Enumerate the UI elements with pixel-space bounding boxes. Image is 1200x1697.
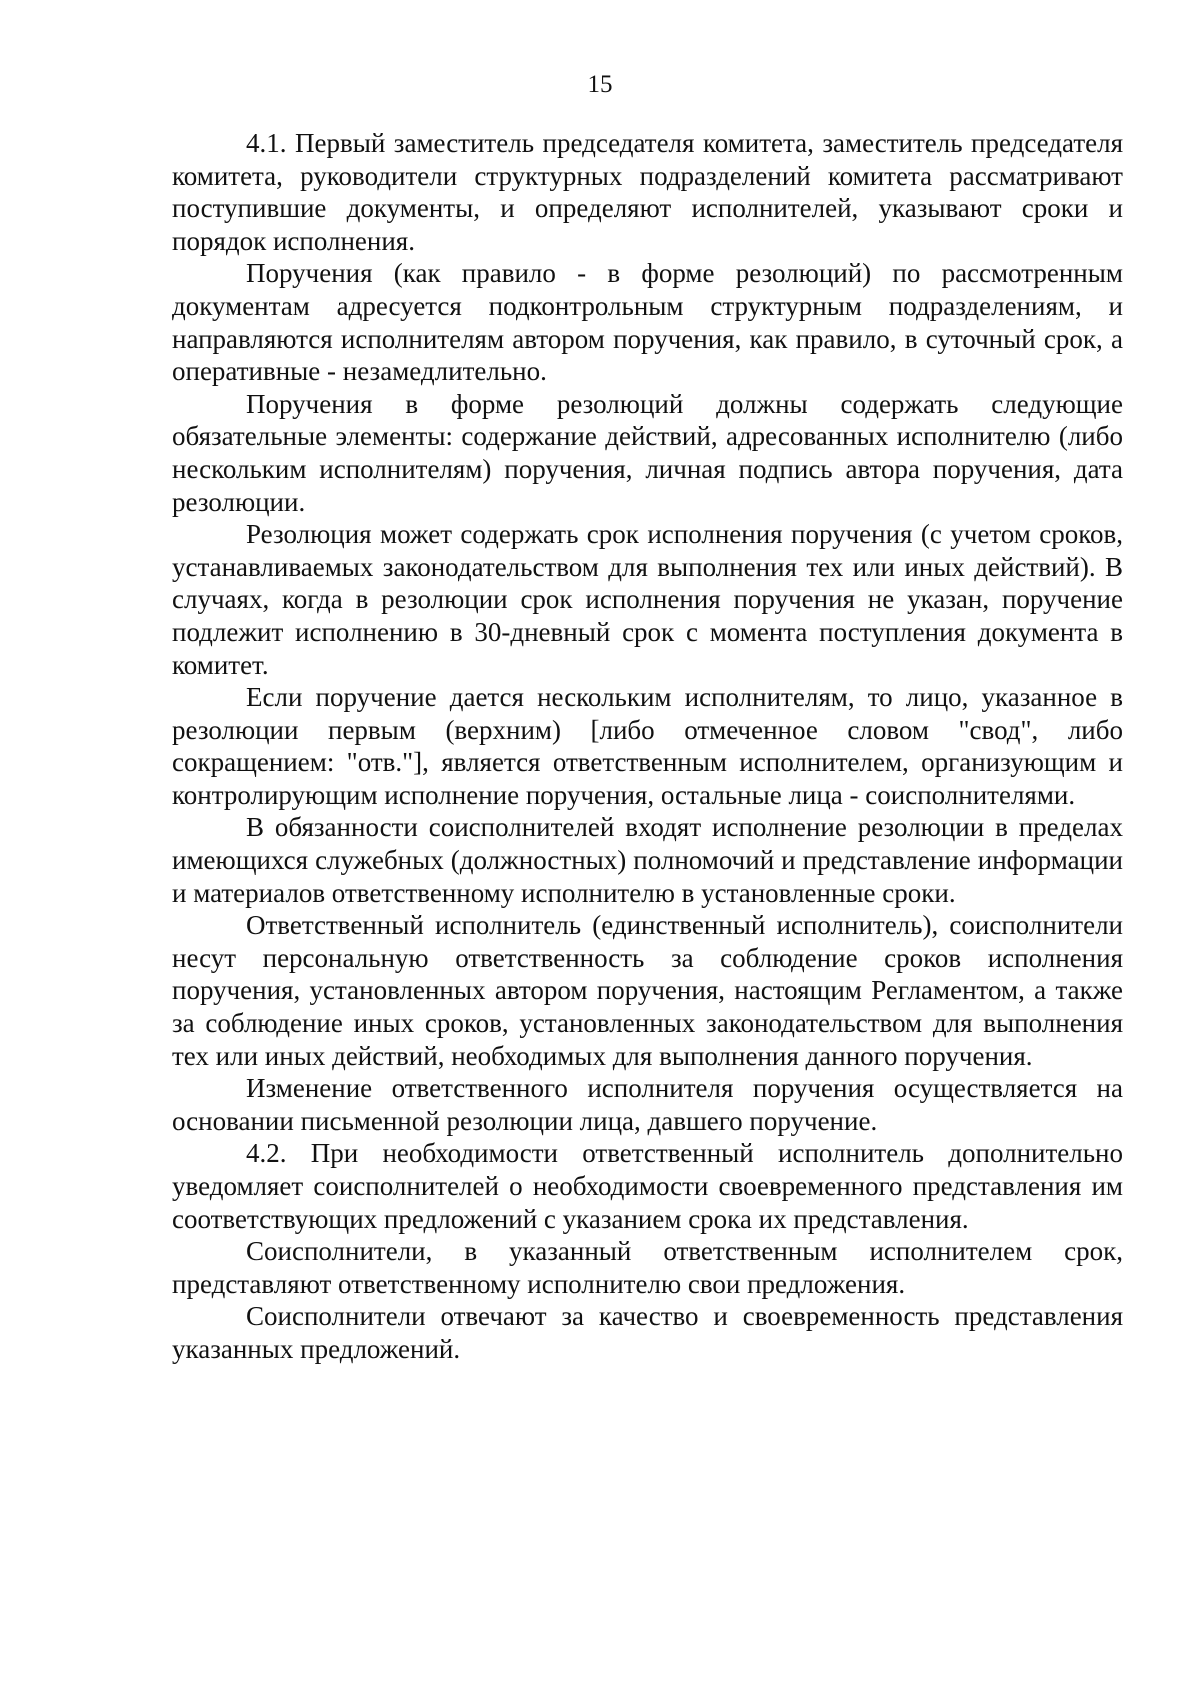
document-body (172, 127, 1123, 1366)
paragraph-instructions-addressing: Поручения (как правило - в форме резолюций) по рассмотренным документам адресуется подконтрольным структурным подразделениям, и направляются исполнителям автором поручения, как правило, в суточный срок, а оперативные - незамедлительно. (172, 258, 1123, 387)
paragraph-resolution-deadline: Резолюция может содержать срок исполнения поручения (с учетом сроков, устанавливаемых законодательством для выполнения тех или иных действий). В случаях, когда в резолюции срок исполнения поручения не указан, поручение подлежит исполнению в 30-дневный срок с момента поступления документа в комитет. (172, 519, 1123, 680)
page-number: 15 (587, 71, 613, 98)
paragraph-4-1: 4.1. Первый заместитель председателя комитета, заместитель председателя комитета, руководители структурных подразделений комитета рассматривают поступившие документы, и определяют исполнителей, указывают сроки и порядок исполнения. (172, 128, 1123, 256)
paragraph-4-2: 4.2. При необходимости ответственный исполнитель дополнительно уведомляет соисполнителей о необходимости своевременного представления им соответствующих предложений с указанием срока их представления. (172, 1138, 1123, 1234)
paragraph-responsible-executor: Если поручение дается нескольким исполнителям, то лицо, указанное в резолюции первым (верхним) [либо отмеченное словом "свод", либо сокращением: "отв."], является ответственным исполнителем, организующим и контролирующим исполнение поручения, остальные лица - соисполнителями. (172, 682, 1123, 810)
paragraph-resolution-elements: Поручения в форме резолюций должны содержать следующие обязательные элементы: содержание действий, адресованных исполнителю (либо нескольким исполнителям) поручения, личная подпись автора поручения, дата резолюции. (172, 388, 1123, 517)
paragraph-executor-change: Изменение ответственного исполнителя поручения осуществляется на основании письменной резолюции лица, давшего поручение. (172, 1073, 1123, 1136)
paragraph-coexecutor-proposals: Соисполнители, в указанный ответственным исполнителем срок, представляют ответственному исполнителю свои предложения. (172, 1236, 1123, 1299)
paragraph-coexecutor-duties: В обязанности соисполнителей входят исполнение резолюции в пределах имеющихся служебных (должностных) полномочий и представление информации и материалов ответственному исполнителю в установленные сроки. (172, 812, 1123, 908)
paragraph-personal-responsibility: Ответственный исполнитель (единственный исполнитель), соисполнители несут персональную ответственность за соблюдение сроков исполнения поручения, установленных автором поручения, настоящим Регламентом, а также за соблюдение иных сроков, установленных законодательством для выполнения тех или иных действий, необходимых для выполнения данного поручения. (172, 910, 1123, 1071)
paragraph-coexecutor-quality: Соисполнители отвечают за качество и своевременность представления указанных предложений. (172, 1301, 1123, 1364)
